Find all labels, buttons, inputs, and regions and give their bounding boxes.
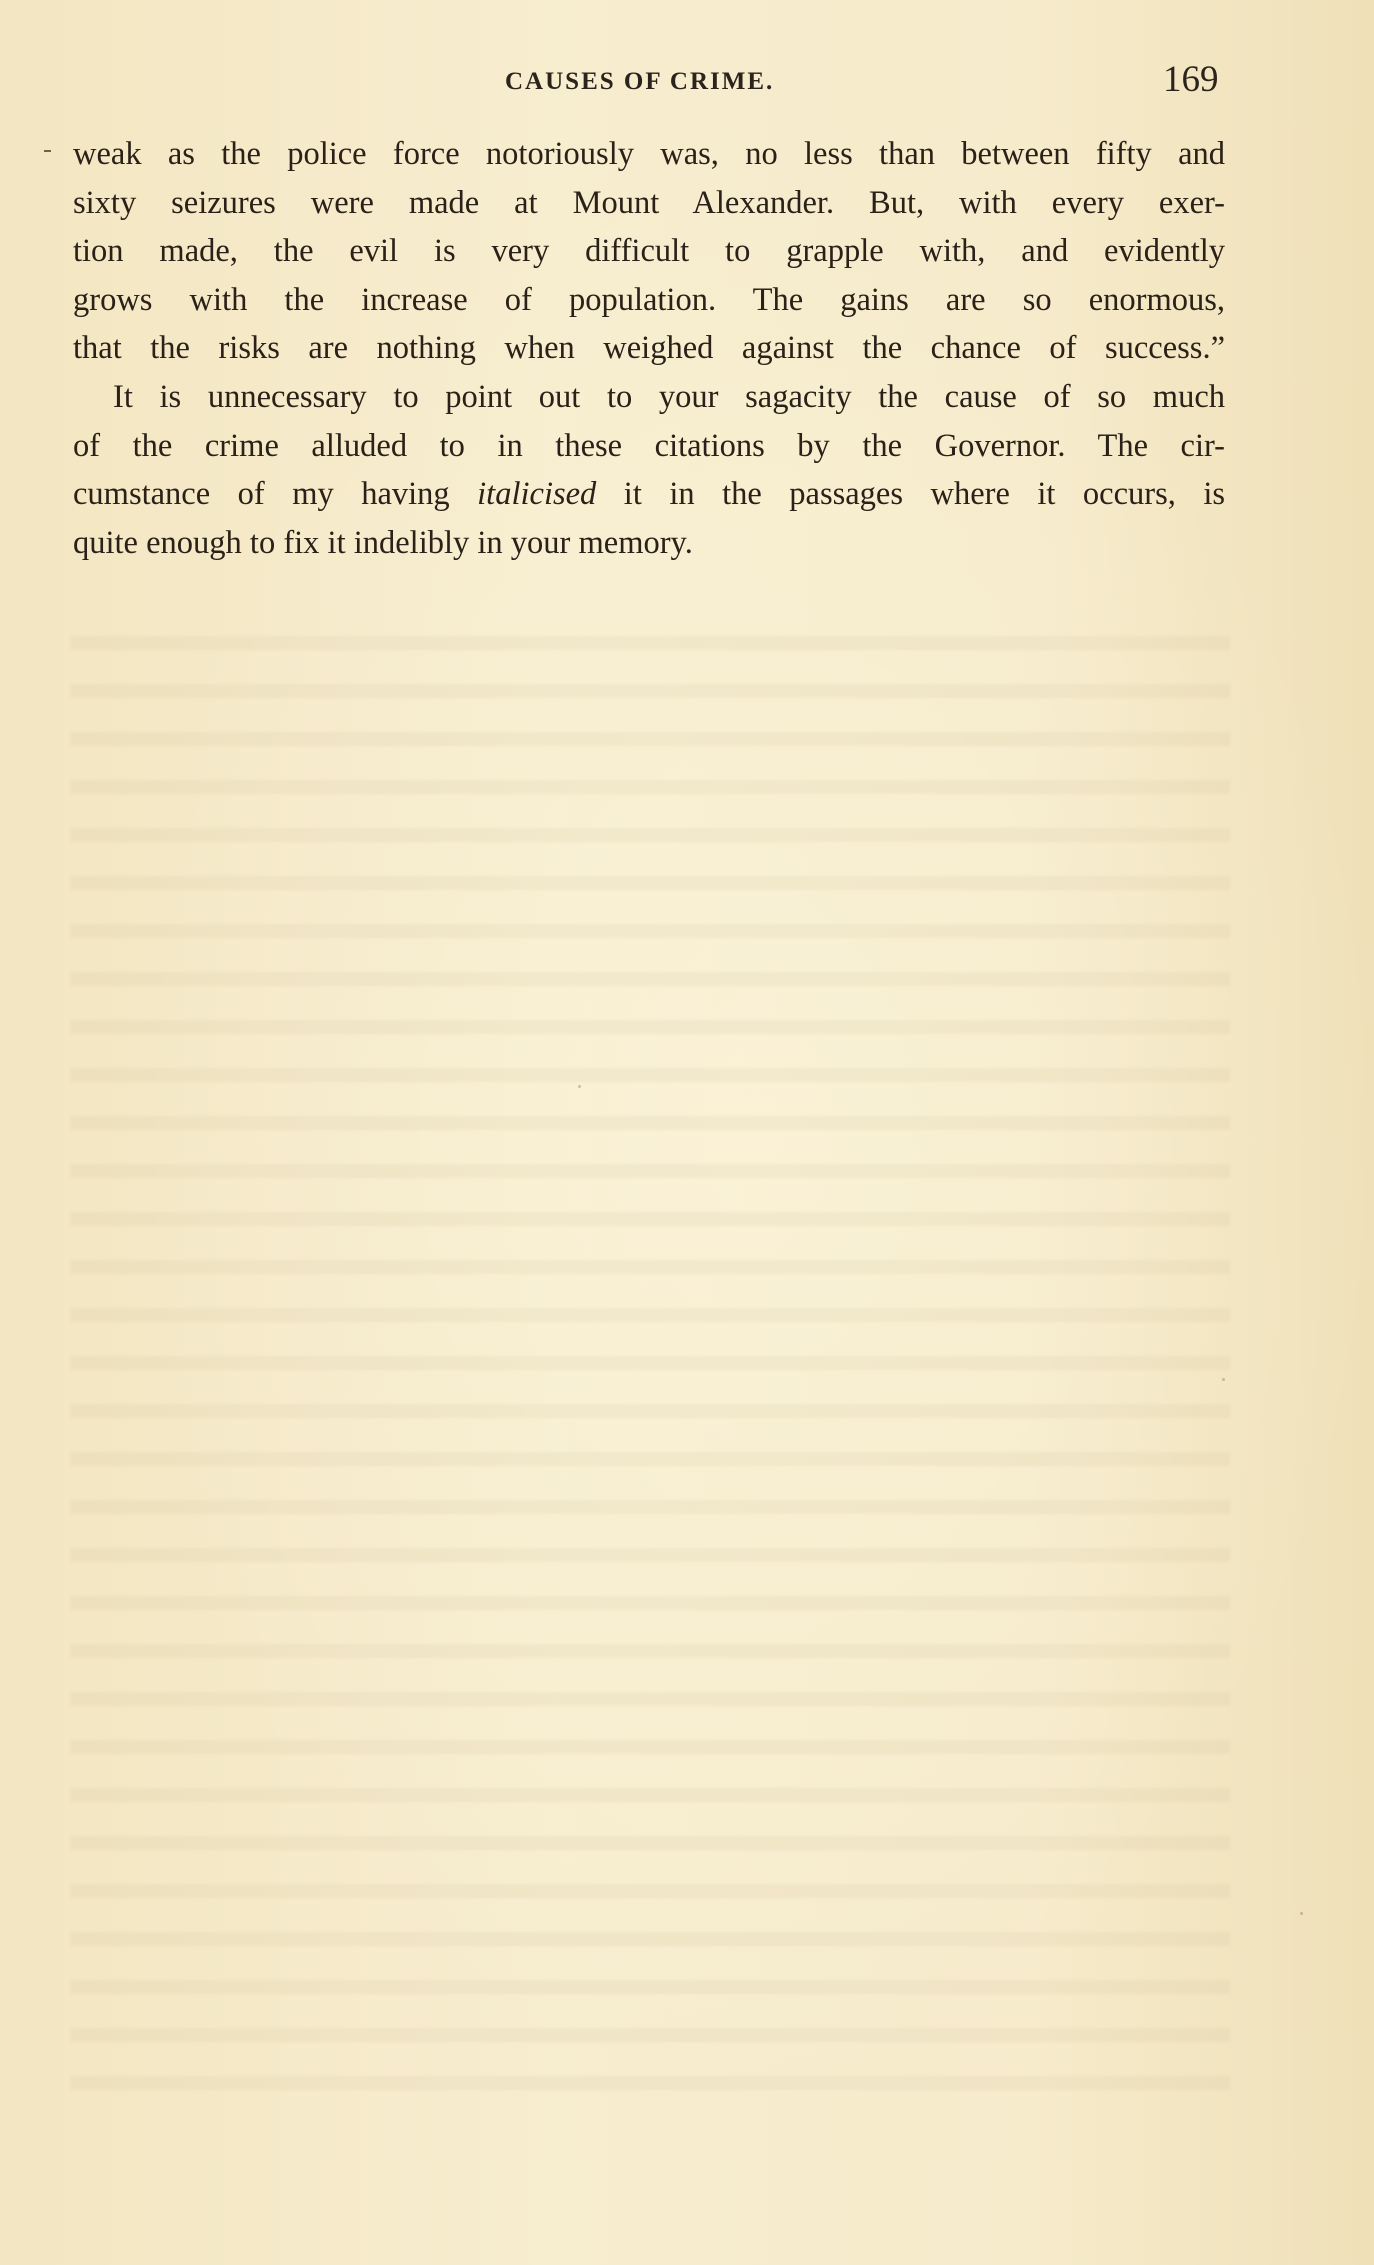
- margin-mark: [44, 150, 51, 152]
- page-number: 169: [1163, 59, 1219, 100]
- italic-word: italicised: [477, 476, 597, 513]
- text-line: sixty seizures were made at Mount Alexander. But, with every exer-: [73, 184, 1225, 221]
- text-line: It is unnecessary to point out to your sagacity the cause of so much: [113, 378, 1225, 415]
- paper-speck: [578, 1085, 581, 1088]
- running-head: [0, 59, 1374, 104]
- body-text: [73, 130, 1225, 567]
- text-line: weak as the police force notoriously was, no less than between fifty and: [73, 136, 1225, 172]
- text-line-with-italic: [73, 470, 1225, 519]
- text-line: grows with the increase of population. The gains are so enormous,: [73, 281, 1225, 318]
- text-line: quite enough to fix it indelibly in your memory.: [73, 524, 693, 561]
- text-line: tion made, the evil is very difficult to grapple with, and evidently: [73, 233, 1225, 270]
- text-line: of the crime alluded to in these citations by the Governor. The cir-: [73, 427, 1225, 464]
- paragraph-1: [73, 130, 1225, 373]
- text-segment: cumstance of my having: [73, 476, 478, 513]
- text-line: that the risks are nothing when weighed against the chance of success.”: [73, 330, 1225, 367]
- paper-speck: [1222, 1378, 1225, 1381]
- paper-speck: [1300, 1912, 1303, 1915]
- running-head-title: CAUSES OF CRIME.: [505, 68, 775, 95]
- paragraph-2: [73, 373, 1225, 567]
- show-through-texture: [70, 610, 1230, 2110]
- text-segment: it in the passages where it occurs, is: [596, 476, 1226, 513]
